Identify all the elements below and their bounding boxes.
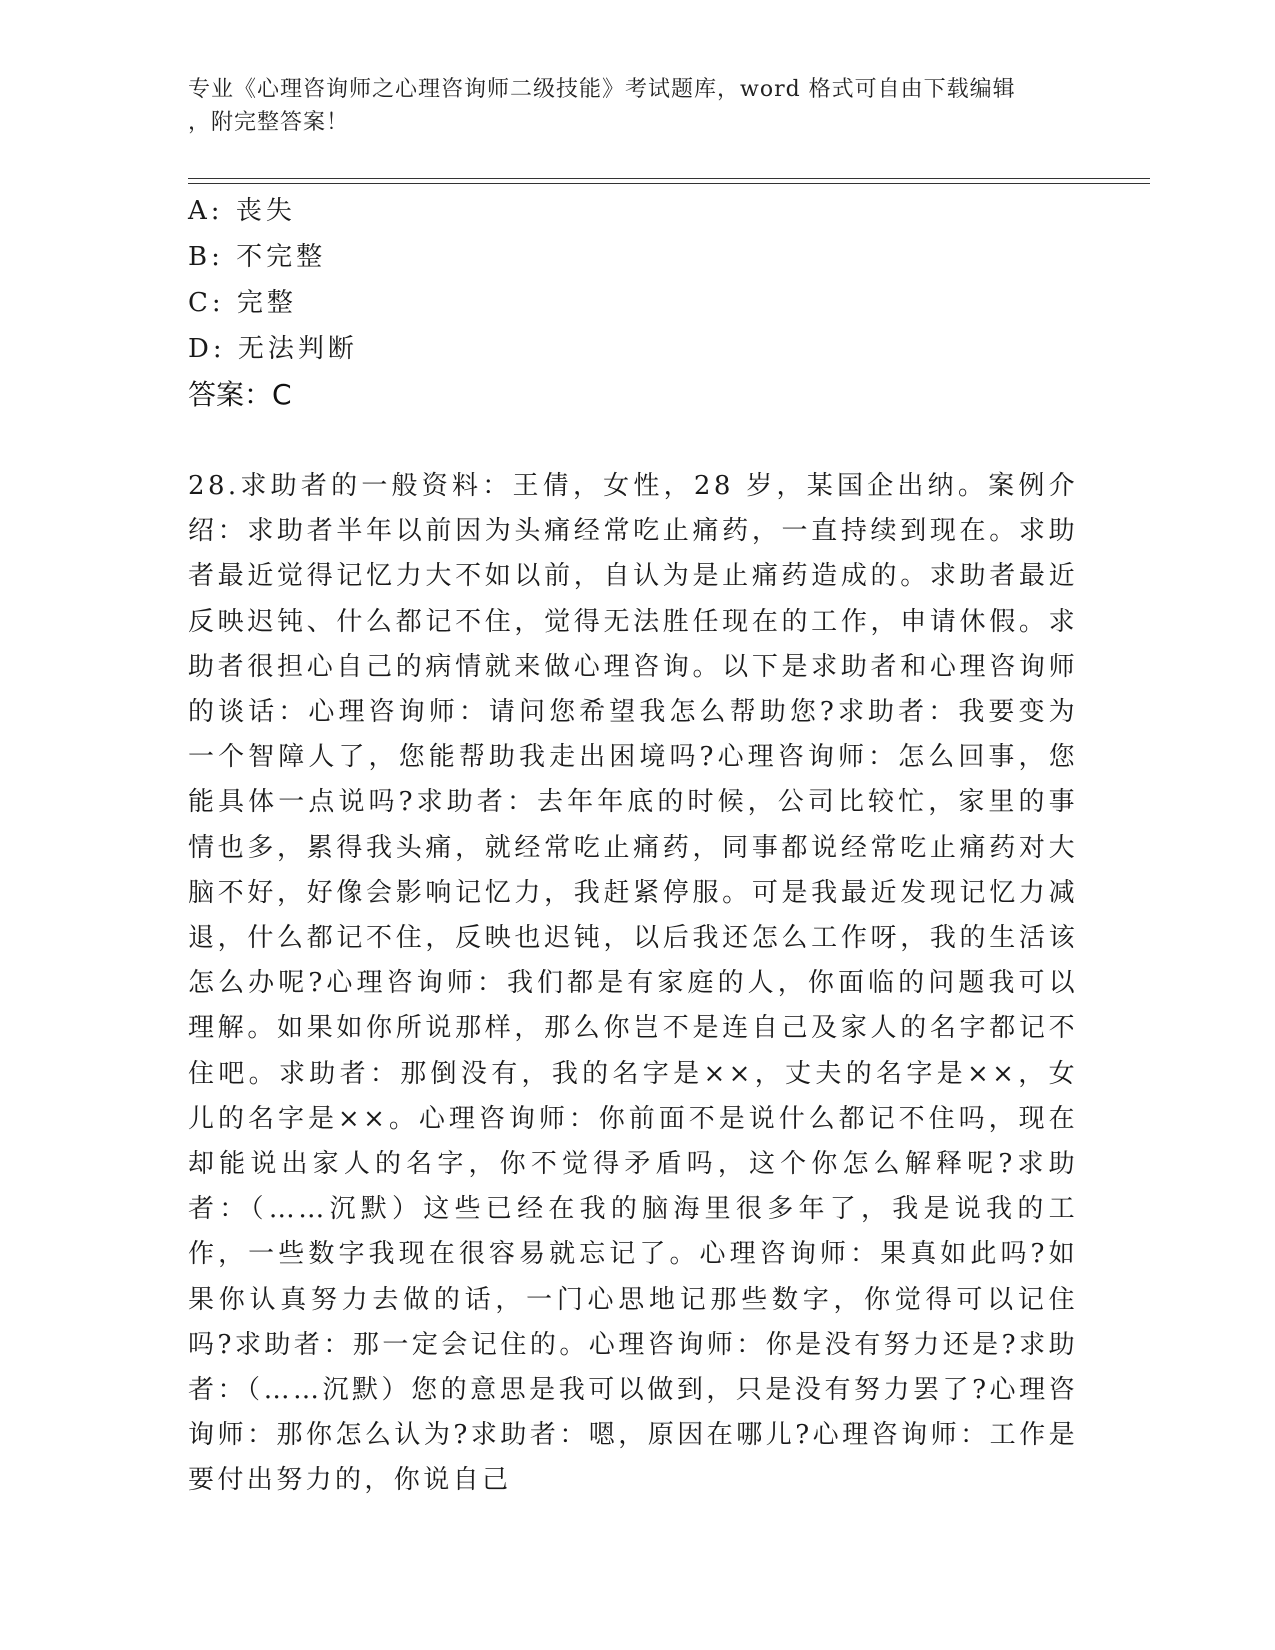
option-a-text: 丧失 [235,196,296,226]
option-c-text: 完整 [236,288,297,318]
option-b [188,234,358,280]
option-a-label: A: [188,196,224,226]
question-28-text: 28.求助者的一般资料：王倩，女性，28 岁，某国企出纳。案例介绍：求助者半年以前因为头痛经常吃止痛药，一直持续到现在。求助者最近觉得记忆力大不如以前，自认为是止痛药造成的。求助者最近反映迟钝、什么都记不住，觉得无法胜任现在的工作，申请休假。求助者很担心自己的病情就来做心理咨询。以下是求助者和心理咨询师的谈话：心理咨询师：请问您希望我怎么帮助您?求助者：我要变为一个智障人了，您能帮助我走出困境吗?心理咨询师：怎么回事，您能具体一点说吗?求助者：去年年底的时候，公司比较忙，家里的事情也多，累得我头痛，就经常吃止痛药，同事都说经常吃止痛药对大脑不好，好像会影响记忆力，我赶紧停服。可是我最近发现记忆力减退，什么都记不住，反映也迟钝，以后我还怎么工作呀，我的生活该怎么办呢?心理咨询师：我们都是有家庭的人，你面临的问题我可以理解。如果如你所说那样，那么你岂不是连自己及家人的名字都记不住吧。求助者：那倒没有，我的名字是××，丈夫的名字是××，女儿的名字是××。心理咨询师：你前面不是说什么都记不住吗，现在却能说出家人的名字，你不觉得矛盾吗，这个你怎么解释呢?求助者：（……沉默）这些已经在我的脑海里很多年了，我是说我的工作，一些数字我现在很容易就忘记了。心理咨询师：果真如此吗?如果你认真努力去做的话，一门心思地记那些数字，你觉得可以记住吗?求助者：那一定会记住的。心理咨询师：你是没有努力还是?求助者：（……沉默）您的意思是我可以做到，只是没有努力罢了?心理咨询师：那你怎么认为?求助者：嗯，原因在哪儿?心理咨询师：工作是要付出努力的，你说自己 [188,471,1078,1496]
answer-line: 答案：C [188,378,292,411]
option-a [188,188,358,234]
option-c-label: C: [188,288,225,318]
option-d-label: D: [188,334,226,364]
header-double-rule [188,178,1150,184]
option-d [188,326,358,372]
option-b-text: 不完整 [236,242,327,272]
document-header [188,73,1078,139]
option-b-label: B: [188,242,224,272]
option-c [188,280,358,326]
header-line-2: ，附完整答案！ [188,110,350,135]
option-d-text: 无法判断 [237,334,358,364]
header-line-1: 专业《心理咨询师之心理咨询师二级技能》考试题库，word 格式可自由下载编辑 [188,77,1016,102]
answer-options [188,188,358,418]
